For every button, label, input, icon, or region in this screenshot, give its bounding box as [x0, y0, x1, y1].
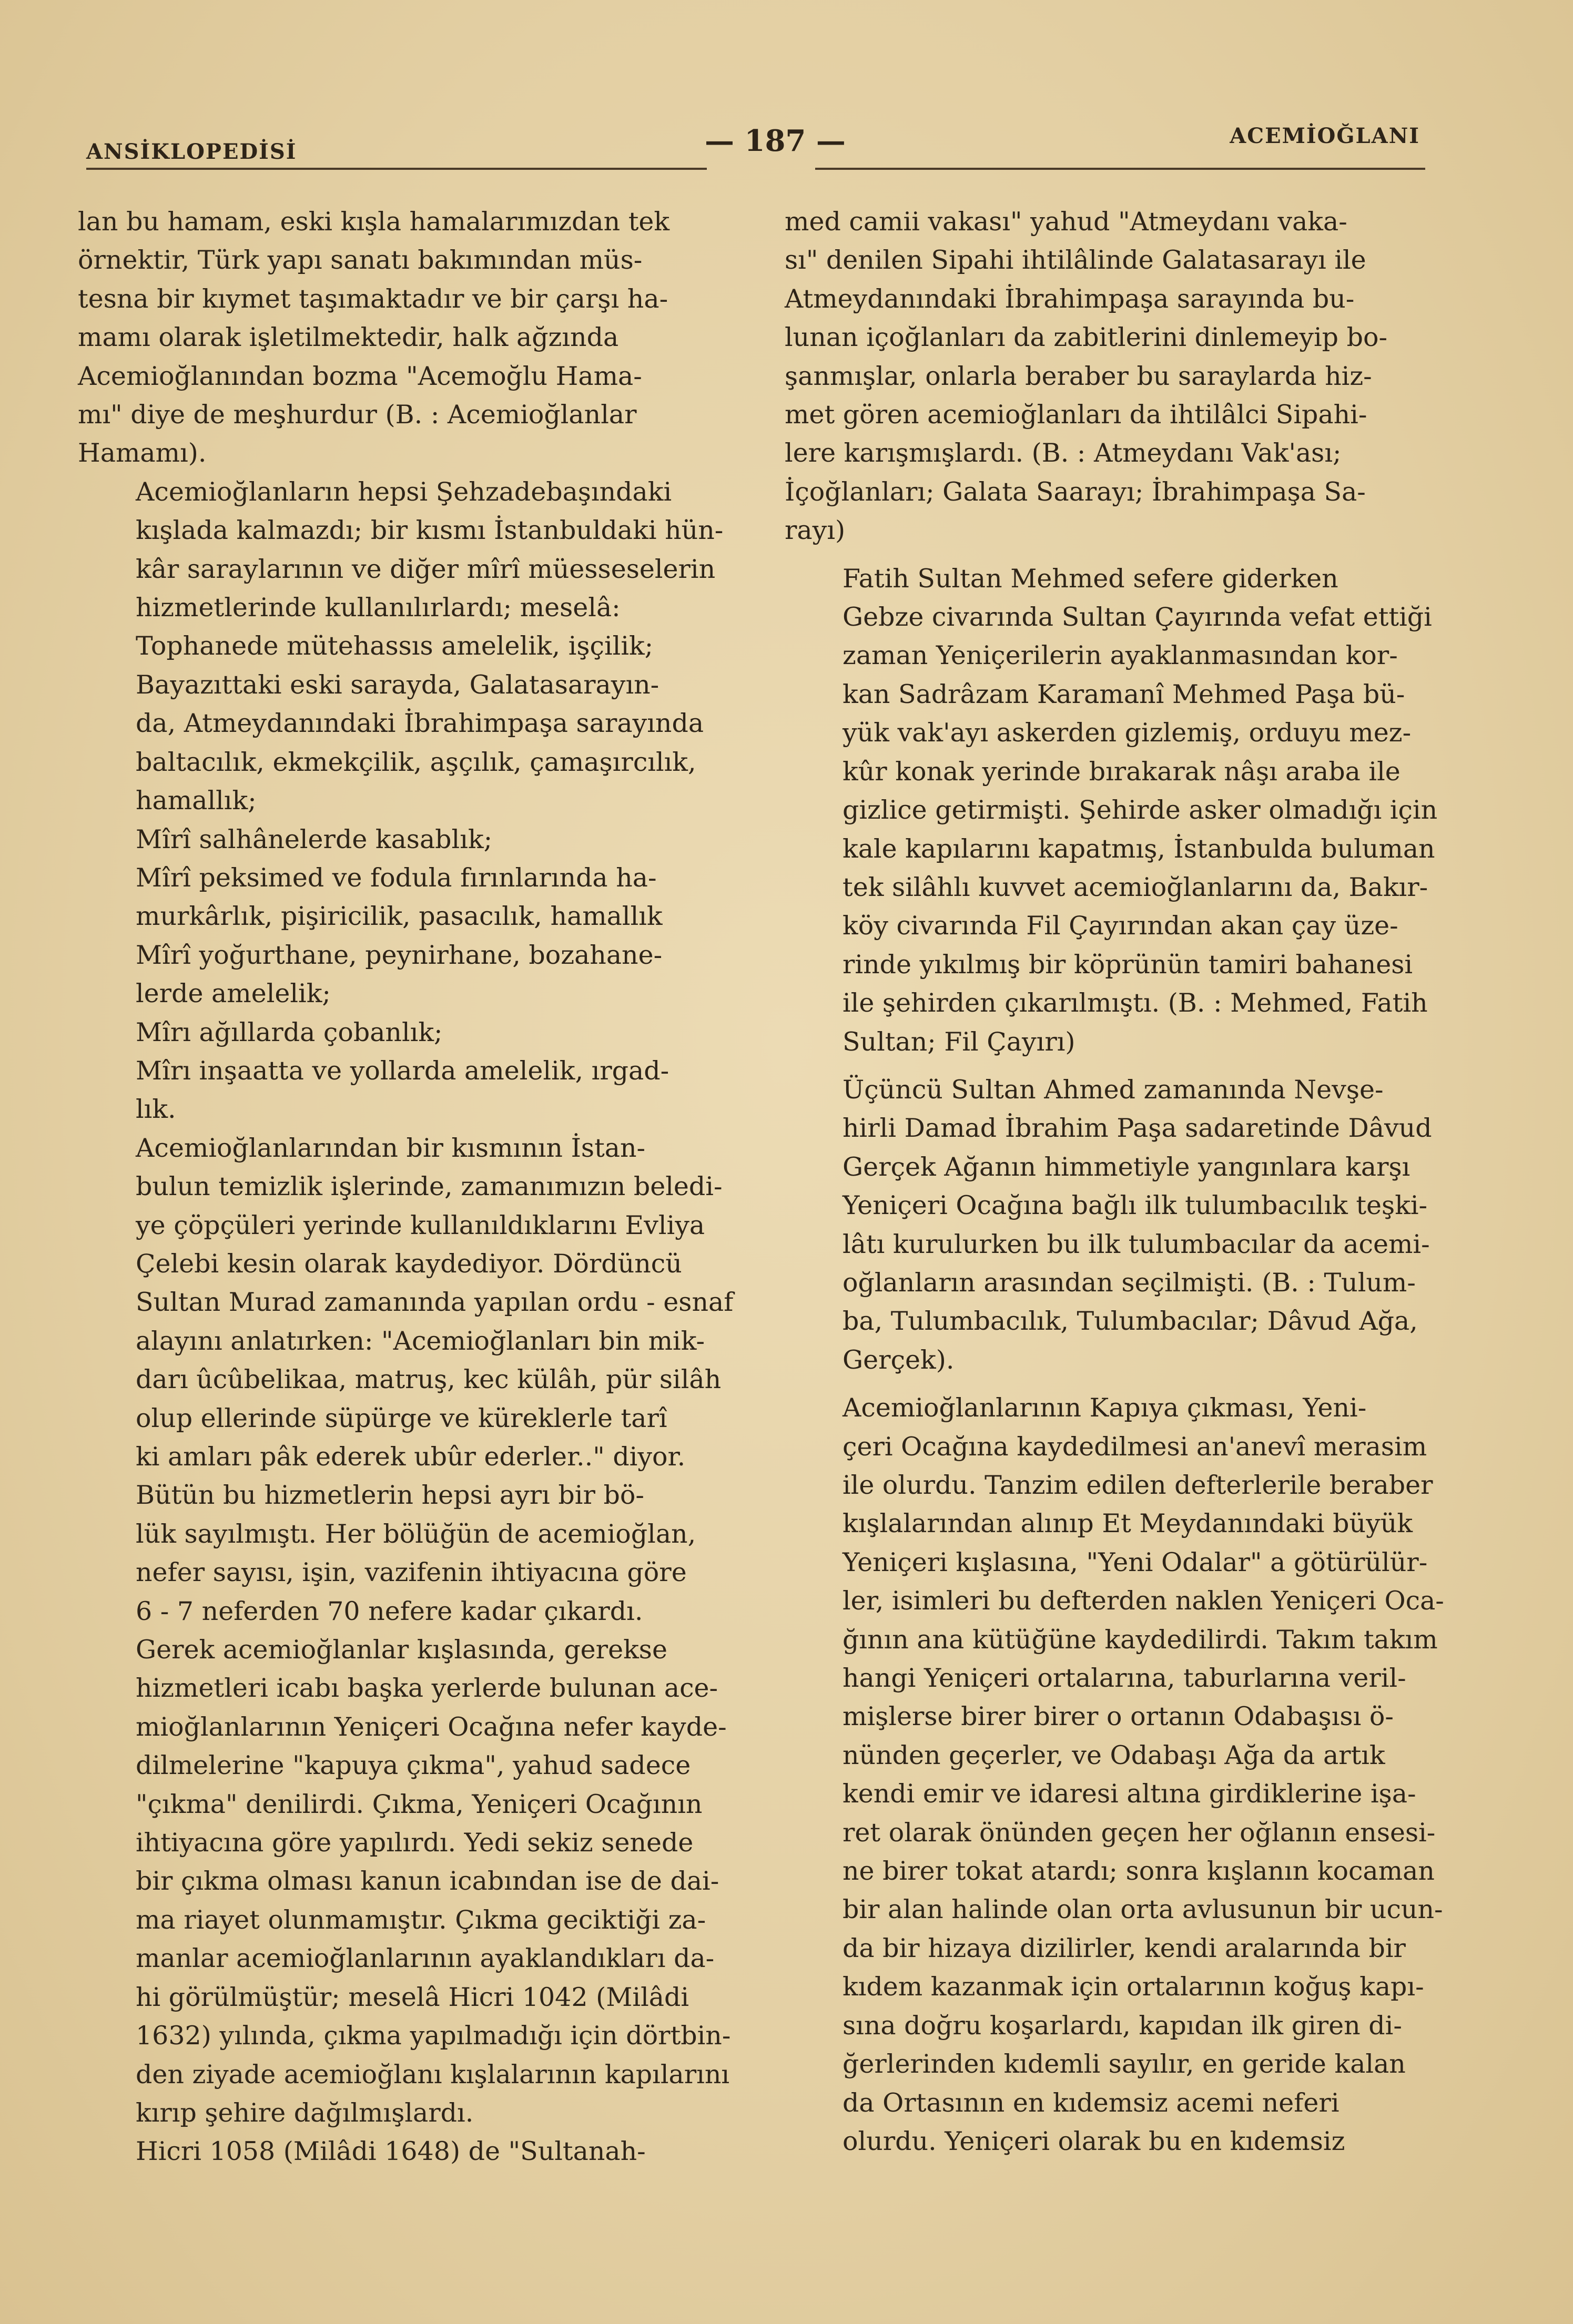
text-line: Sultan; Fil Çayırı) — [843, 1026, 1075, 1057]
text-line: med camii vakası" yahud "Atmeydanı vaka- — [785, 207, 1347, 237]
text-line: çeri Ocağına kaydedilmesi an'anevî merasim — [843, 1431, 1427, 1462]
text-line: oğlanların arasından seçilmişti. (B. : Tulum- — [843, 1267, 1416, 1298]
text-line: olurdu. Yeniçeri olarak bu en kıdemsiz — [843, 2126, 1345, 2156]
text-line: kırıp şehire dağılmışlardı. — [136, 2097, 474, 2128]
text-line: Tophanede mütehassıs amelelik, işçilik; — [136, 631, 654, 661]
running-head-right: ACEMİOĞLANI — [1230, 124, 1420, 148]
paragraph — [78, 859, 709, 936]
left-column — [78, 202, 734, 2171]
text-line: Mîrî peksimed ve fodula fırınlarında ha- — [136, 862, 657, 893]
text-line: kendi emir ve idaresi altına girdiklerine işa- — [843, 1779, 1416, 1809]
text-line: baltacılık, ekmekçilik, aşçılık, çamaşırcılık, — [136, 747, 696, 777]
text-line: lunan içoğlanları da zabitlerini dinlemeyip bo- — [785, 322, 1388, 353]
paragraph — [78, 1129, 734, 1476]
text-line: tek silâhlı kuvvet acemioğlanlarını da, Bakır- — [843, 872, 1428, 902]
paragraph — [78, 936, 709, 1013]
paragraph — [785, 1071, 1432, 1379]
text-line: Üçüncü Sultan Ahmed zamanında Nevşe- — [843, 1074, 1384, 1105]
text-line: rayı) — [785, 515, 846, 546]
header-rule-right — [815, 168, 1425, 170]
paragraph — [78, 1052, 709, 1129]
text-line: Gerçek Ağanın himmetiyle yangınlara karşı — [843, 1151, 1410, 1182]
text-line: ler, isimleri bu defterden naklen Yeniçeri Oca- — [843, 1586, 1444, 1616]
text-line: örnektir, Türk yapı sanatı bakımından müs- — [78, 245, 643, 276]
text-line: 6 - 7 neferden 70 nefere kadar çıkardı. — [136, 1596, 643, 1626]
text-line: lerde amelelik; — [136, 978, 331, 1009]
text-line: ğerlerinden kıdemli sayılır, en geride kalan — [843, 2049, 1406, 2080]
text-line: Atmeydanındaki İbrahimpaşa sarayında bu- — [785, 283, 1355, 314]
text-line: Mîrî yoğurthane, peynirhane, bozahane- — [136, 940, 663, 970]
text-line: Sultan Murad zamanında yapılan ordu - esnaf — [136, 1287, 734, 1318]
paragraph — [78, 666, 709, 820]
text-line: Acemioğlanından bozma "Acemoğlu Hama- — [78, 361, 642, 391]
paragraph — [78, 473, 724, 627]
text-line: hirli Damad İbrahim Paşa sadaretinde Dâvud — [843, 1113, 1432, 1144]
text-line: Hicri 1058 (Milâdi 1648) de "Sultanah- — [136, 2136, 646, 2167]
text-line: ihtiyacına göre yapılırdı. Yedi sekiz senede — [136, 1828, 694, 1858]
text-line: 1632) yılında, çıkma yapılmadığı için dörtbin- — [136, 2021, 731, 2051]
text-line: lık. — [136, 1094, 176, 1125]
text-line: kışlada kalmazdı; bir kısmı İstanbuldaki hün- — [136, 515, 724, 546]
text-line: Yeniçeri Ocağına bağlı ilk tulumbacılık teşki- — [843, 1190, 1428, 1221]
text-line: sına doğru koşarlardı, kapıdan ilk giren di- — [843, 2010, 1402, 2041]
text-line: ba, Tulumbacılık, Tulumbacılar; Dâvud Ağa, — [843, 1306, 1418, 1337]
text-line: kışlalarından alınıp Et Meydanındaki büyük — [843, 1508, 1413, 1539]
text-line: nünden geçerler, ve Odabaşı Ağa da artık — [843, 1740, 1385, 1770]
text-line: ile olurdu. Tanzim edilen defterlerile beraber — [843, 1470, 1433, 1500]
text-line: hangi Yeniçeri ortalarına, taburlarına veril- — [843, 1663, 1406, 1694]
text-line: mioğlanlarının Yeniçeri Ocağına nefer kayde- — [136, 1711, 727, 1742]
text-line: Acemioğlanların hepsi Şehzadebaşındaki — [136, 476, 672, 507]
text-line: Hamamı). — [78, 438, 207, 468]
text-line: şanmışlar, onlarla beraber bu saraylarda hiz- — [785, 361, 1372, 391]
paragraph — [78, 1476, 709, 1630]
text-line: Mîrı inşaatta ve yollarda amelelik, ırgad- — [136, 1055, 669, 1086]
text-line: Mîrı ağıllarda çobanlık; — [136, 1017, 443, 1047]
paragraph — [78, 1013, 709, 1052]
text-line: Acemioğlanlarının Kapıya çıkması, Yeni- — [843, 1393, 1367, 1423]
text-line: mişlerse birer birer o ortanın Odabaşısı ö- — [843, 1701, 1394, 1732]
text-line: Bayazıttaki eski sarayda, Galatasarayın- — [136, 669, 659, 700]
header-rule-left — [86, 168, 707, 170]
page-number: — 187 — — [705, 124, 846, 158]
text-line: bir alan halinde olan orta avlusunun bir ucun- — [843, 1894, 1443, 1925]
text-line: hamallık; — [136, 786, 257, 816]
text-line: "çıkma" denilirdi. Çıkma, Yeniçeri Ocağının — [136, 1789, 703, 1819]
text-line: rinde yıkılmış bir köprünün tamiri bahanesi — [843, 949, 1413, 980]
text-line: darı ûcûbelikaa, matruş, kec külâh, pür silâh — [136, 1364, 722, 1395]
text-line: lere karışmışlardı. (B. : Atmeydanı Vak'ası; — [785, 438, 1342, 468]
text-line: lan bu hamam, eski kışla hamalarımızdan tek — [78, 207, 670, 237]
text-line: manlar acemioğlanlarının ayaklandıkları da- — [136, 1943, 715, 1974]
text-line: hizmetleri icabı başka yerlerde bulunan ace- — [136, 1673, 718, 1704]
text-line: Bütün bu hizmetlerin hepsi ayrı bir bö- — [136, 1480, 644, 1511]
text-line: Gerek acemioğlanlar kışlasında, gerekse — [136, 1635, 667, 1665]
text-line: hi görülmüştür; meselâ Hicri 1042 (Milâdi — [136, 1982, 689, 2012]
text-line: kale kapılarını kapatmış, İstanbulda buluman — [843, 833, 1435, 864]
text-line: dilmelerine "kapuya çıkma", yahud sadece — [136, 1750, 691, 1781]
text-line: alayını anlatırken: "Acemioğlanları bin mik- — [136, 1326, 705, 1356]
text-line: Yeniçeri kışlasına, "Yeni Odalar" a götürülür- — [843, 1547, 1428, 1577]
text-line: hizmetlerinde kullanılırlardı; meselâ: — [136, 593, 621, 623]
text-line: Mîrî salhânelerde kasablık; — [136, 824, 493, 854]
text-line: ret olarak önünden geçen her oğlanın ensesi- — [843, 1817, 1436, 1848]
text-line: Acemioğlanlarından bir kısmının İstan- — [136, 1133, 646, 1163]
text-line: kan Sadrâzam Karamanî Mehmed Paşa bü- — [843, 679, 1405, 709]
text-line: Gebze civarında Sultan Çayırında vefat ettiği — [843, 602, 1432, 633]
text-line: da bir hizaya dizilirler, kendi aralarında bir — [843, 1933, 1406, 1963]
text-line: kûr konak yerinde bırakarak nâşı araba ile — [843, 756, 1401, 787]
text-line: lâtı kurulurken bu ilk tulumbacılar da acemi- — [843, 1229, 1430, 1259]
text-line: ne birer tokat atardı; sonra kışlanın kocaman — [843, 1856, 1435, 1887]
text-line: Çelebi kesin olarak kaydediyor. Dördüncü — [136, 1248, 682, 1279]
text-line: kıdem kazanmak için ortalarının koğuş kapı- — [843, 1972, 1424, 2002]
text-line: met gören acemioğlanları da ihtilâlci Sipahi- — [785, 400, 1367, 430]
text-line: ma riayet olunmamıştır. Çıkma geciktiği za- — [136, 1904, 706, 1935]
text-line: ile şehirden çıkarılmıştı. (B. : Mehmed, Fatih — [843, 988, 1428, 1018]
text-line: mı" diye de meşhurdur (B. : Acemioğlanlar — [78, 400, 637, 430]
running-head-left: ANSİKLOPEDİSİ — [86, 139, 297, 164]
paragraph — [785, 1389, 1444, 2160]
text-line: ğının ana kütüğüne kaydedilirdi. Takım takım — [843, 1624, 1438, 1655]
text-line: sı" denilen Sipahi ihtilâlinde Galatasarayı ile — [785, 245, 1366, 276]
text-line: mamı olarak işletilmektedir, halk ağzında — [78, 322, 619, 353]
text-line: gizlice getirmişti. Şehirde asker olmadığı için — [843, 795, 1438, 825]
text-line: murkârlık, pişiricilik, pasacılık, hamallık — [136, 901, 663, 932]
paragraph — [78, 2132, 709, 2170]
text-line: olup ellerinde süpürge ve küreklerle tarî — [136, 1403, 667, 1433]
text-line: tesna bir kıymet taşımaktadır ve bir çarşı ha- — [78, 283, 668, 314]
paragraph — [785, 559, 1438, 1061]
right-column — [785, 202, 1444, 2160]
text-line: nefer sayısı, işin, vazifenin ihtiyacına göre — [136, 1557, 687, 1588]
paragraph — [78, 820, 709, 859]
text-line: köy civarında Fil Çayırından akan çay üze- — [843, 911, 1398, 941]
page-header — [79, 124, 1425, 171]
text-line: bir çıkma olması kanun icabından ise de dai- — [136, 1866, 719, 1897]
paragraph — [78, 202, 709, 473]
text-line: Fatih Sultan Mehmed sefere giderken — [843, 563, 1338, 594]
paragraph — [78, 1630, 731, 2132]
text-line: da Ortasının en kıdemsiz acemi neferi — [843, 2087, 1339, 2118]
text-line: bulun temizlik işlerinde, zamanımızın beledi- — [136, 1171, 723, 1202]
text-line: yük vak'ayı askerden gizlemiş, orduyu mez- — [843, 718, 1412, 748]
text-line: ki amları pâk ederek ubûr ederler.." diyor. — [136, 1442, 686, 1472]
text-line: da, Atmeydanındaki İbrahimpaşa sarayında — [136, 708, 704, 739]
text-line: Gerçek). — [843, 1344, 955, 1375]
paragraph — [785, 202, 1426, 550]
text-line: den ziyade acemioğlanı kışlalarının kapılarını — [136, 2059, 730, 2089]
paragraph — [78, 627, 709, 665]
text-line: ye çöpçüleri yerinde kullanıldıklarını Evliya — [136, 1210, 705, 1240]
text-line: zaman Yeniçerilerin ayaklanmasından kor- — [843, 640, 1398, 671]
text-line: kâr saraylarının ve diğer mîrî müesseselerin — [136, 554, 716, 584]
text-line: İçoğlanları; Galata Saarayı; İbrahimpaşa Sa- — [785, 476, 1366, 507]
text-line: lük sayılmıştı. Her bölüğün de acemioğlan, — [136, 1518, 696, 1549]
